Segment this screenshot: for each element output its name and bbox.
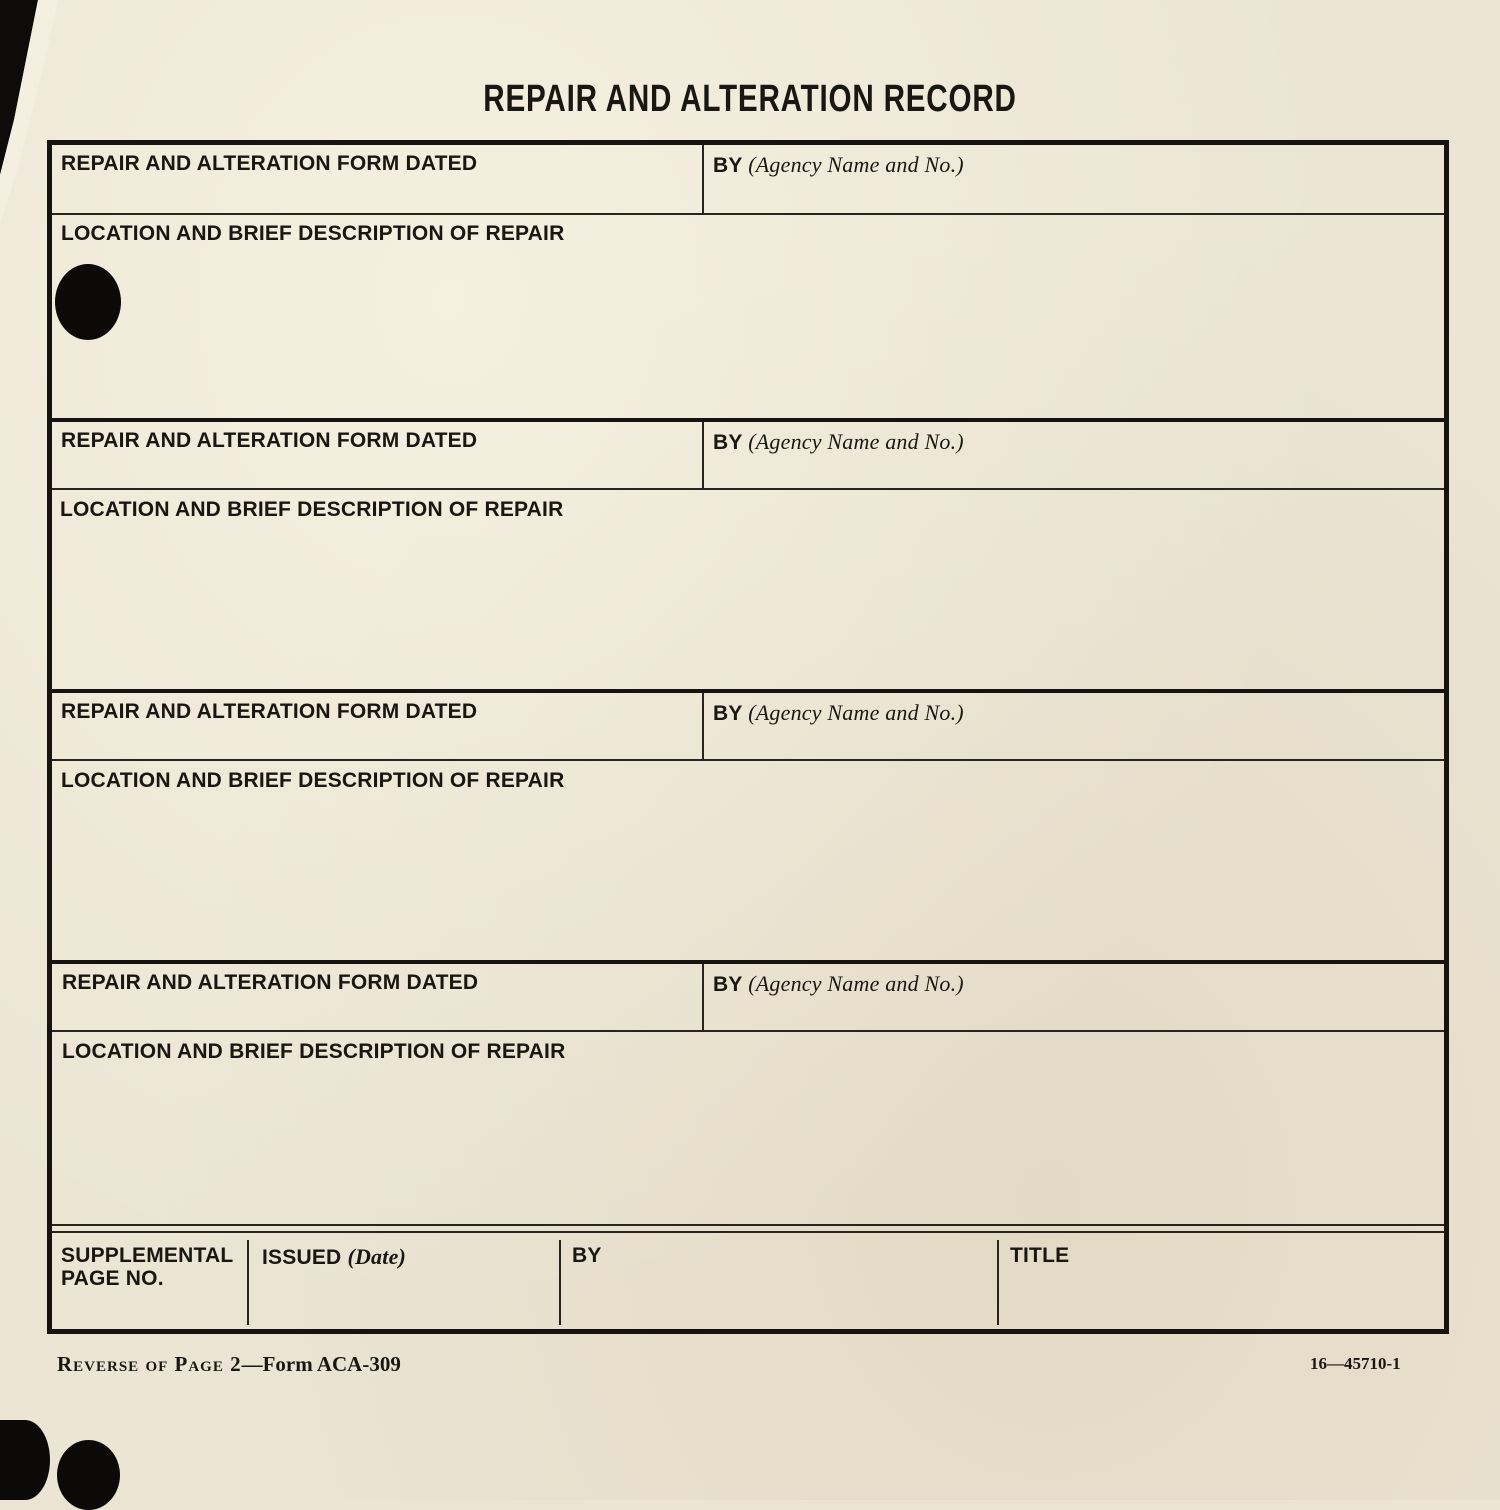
description-label: LOCATION AND BRIEF DESCRIPTION OF REPAIR [60, 498, 564, 521]
record-block-2 [52, 422, 1444, 689]
form-dated-field[interactable] [52, 693, 702, 759]
print-code: 16—45710-1 [1310, 1354, 1401, 1373]
form-dated-label: REPAIR AND ALTERATION FORM DATED [61, 700, 478, 723]
description-field[interactable] [52, 1032, 1444, 1224]
by-agency-field[interactable] [704, 693, 1444, 759]
by-agency-field[interactable] [704, 422, 1444, 488]
record-form [47, 140, 1449, 1334]
record-block-4 [52, 964, 1444, 1226]
supplemental-by-field[interactable] [561, 1234, 997, 1329]
supplemental-page-field[interactable] [52, 1234, 247, 1329]
supplemental-by-label: BY [572, 1244, 602, 1267]
description-field[interactable] [52, 761, 1444, 958]
page-title: REPAIR AND ALTERATION RECORD [483, 78, 1017, 120]
form-reference: Reverse of Page 2—Form ACA-309 [57, 1352, 401, 1376]
supplemental-title-label: TITLE [1010, 1244, 1070, 1267]
form-dated-field[interactable] [52, 145, 702, 213]
description-field[interactable] [52, 215, 1444, 418]
description-label: LOCATION AND BRIEF DESCRIPTION OF REPAIR [61, 222, 565, 245]
description-label: LOCATION AND BRIEF DESCRIPTION OF REPAIR [61, 769, 565, 792]
by-agency-label: BY (Agency Name and No.) [713, 152, 964, 177]
description-field[interactable] [52, 490, 1444, 687]
by-agency-label: BY (Agency Name and No.) [713, 971, 964, 996]
by-agency-label: BY (Agency Name and No.) [713, 429, 964, 454]
form-dated-field[interactable] [52, 422, 702, 488]
by-agency-label: BY (Agency Name and No.) [713, 700, 964, 725]
description-label: LOCATION AND BRIEF DESCRIPTION OF REPAIR [62, 1040, 566, 1063]
form-dated-label: REPAIR AND ALTERATION FORM DATED [62, 971, 479, 994]
punch-hole [0, 1420, 50, 1500]
form-dated-field[interactable] [52, 964, 702, 1030]
supplemental-title-field[interactable] [999, 1234, 1444, 1329]
issued-date-label: ISSUED (Date) [262, 1244, 407, 1269]
by-agency-field[interactable] [704, 145, 1444, 213]
issued-date-field[interactable] [249, 1234, 559, 1329]
divider [52, 1231, 1444, 1233]
by-agency-field[interactable] [704, 964, 1444, 1030]
form-dated-label: REPAIR AND ALTERATION FORM DATED [61, 429, 478, 452]
record-block-3 [52, 693, 1444, 960]
record-block-1 [52, 145, 1444, 420]
supplemental-row [52, 1234, 1444, 1329]
form-dated-label: REPAIR AND ALTERATION FORM DATED [61, 152, 478, 175]
divider [52, 1224, 1444, 1226]
supplemental-page-label: SUPPLEMENTAL PAGE NO. [61, 1244, 234, 1290]
